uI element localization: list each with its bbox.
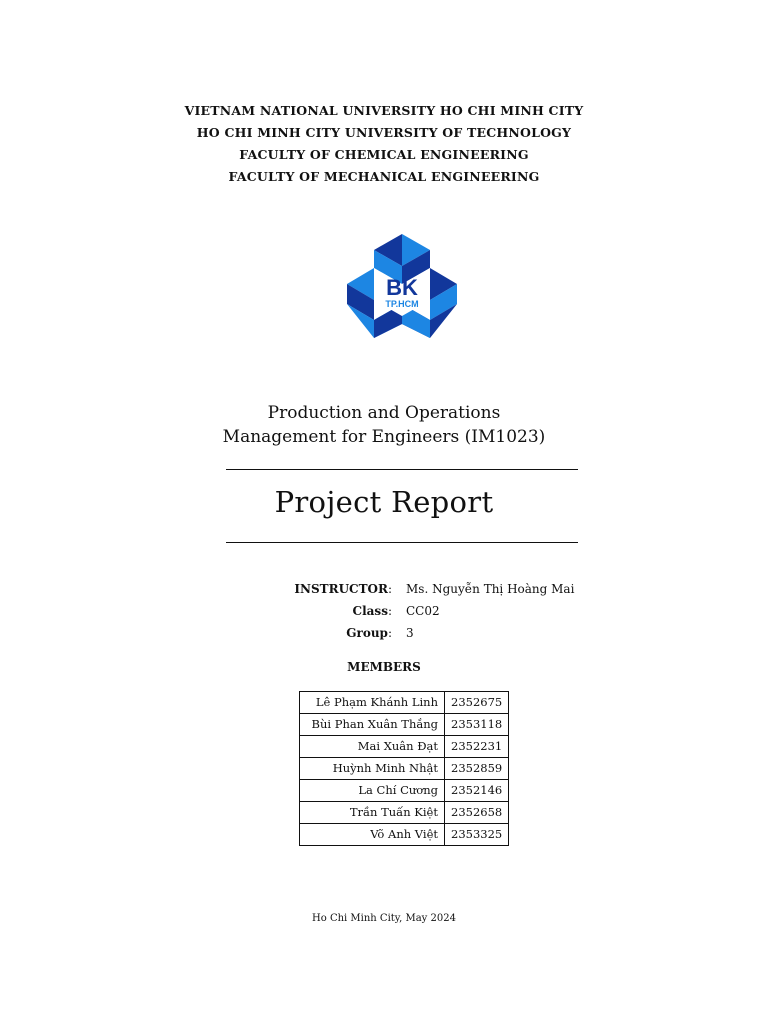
course-title-line-2: Management for Engineers (IM1023) xyxy=(222,427,546,447)
member-name: Lê Phạm Khánh Linh xyxy=(300,692,445,714)
member-name: Võ Anh Việt xyxy=(300,824,445,846)
group-label: Group: xyxy=(346,626,392,640)
faculty-mechanical-line: FACULTY OF MECHANICAL ENGINEERING xyxy=(228,169,540,184)
title-top-rule xyxy=(226,469,578,470)
member-id: 2352231 xyxy=(445,736,509,758)
place-date-footer: Ho Chi Minh City, May 2024 xyxy=(312,913,456,924)
class-label: Class: xyxy=(352,604,392,618)
members-table xyxy=(299,691,509,846)
bk-logo-icon xyxy=(345,232,459,340)
course-title-line-1: Production and Operations xyxy=(267,403,501,423)
title-bottom-rule xyxy=(226,542,578,543)
member-name: Mai Xuân Đạt xyxy=(300,736,445,758)
member-name: Huỳnh Minh Nhật xyxy=(300,758,445,780)
logo-tphcm-text: TP.HCM xyxy=(385,299,419,309)
instructor-label: INSTRUCTOR: xyxy=(294,582,392,596)
course-title xyxy=(0,401,768,449)
table-row xyxy=(300,802,509,824)
class-value: CC02 xyxy=(406,604,440,618)
member-id: 2352146 xyxy=(445,780,509,802)
university-logo xyxy=(345,232,459,340)
members-heading: MEMBERS xyxy=(347,660,421,674)
member-name: Trần Tuấn Kiệt xyxy=(300,802,445,824)
group-row xyxy=(0,622,768,644)
table-row xyxy=(300,692,509,714)
class-row xyxy=(0,600,768,622)
table-row xyxy=(300,758,509,780)
member-id: 2352658 xyxy=(445,802,509,824)
table-row xyxy=(300,714,509,736)
member-id: 2353118 xyxy=(445,714,509,736)
instructor-value: Ms. Nguyễn Thị Hoàng Mai xyxy=(406,582,575,596)
table-row xyxy=(300,780,509,802)
university-header xyxy=(0,100,768,188)
member-id: 2352859 xyxy=(445,758,509,780)
member-id: 2352675 xyxy=(445,692,509,714)
university-name-line: VIETNAM NATIONAL UNIVERSITY HO CHI MINH CITY xyxy=(184,103,584,118)
member-name: La Chí Cương xyxy=(300,780,445,802)
project-info xyxy=(0,578,768,644)
report-title: Project Report xyxy=(274,485,494,519)
instructor-row xyxy=(0,578,768,600)
member-id: 2353325 xyxy=(445,824,509,846)
logo-bk-text: BK xyxy=(386,275,418,300)
member-name: Bùi Phan Xuân Thắng xyxy=(300,714,445,736)
school-name-line: HO CHI MINH CITY UNIVERSITY OF TECHNOLOGY xyxy=(196,125,572,140)
table-row xyxy=(300,736,509,758)
group-value: 3 xyxy=(406,626,414,640)
faculty-chemical-line: FACULTY OF CHEMICAL ENGINEERING xyxy=(239,147,529,162)
table-row xyxy=(300,824,509,846)
